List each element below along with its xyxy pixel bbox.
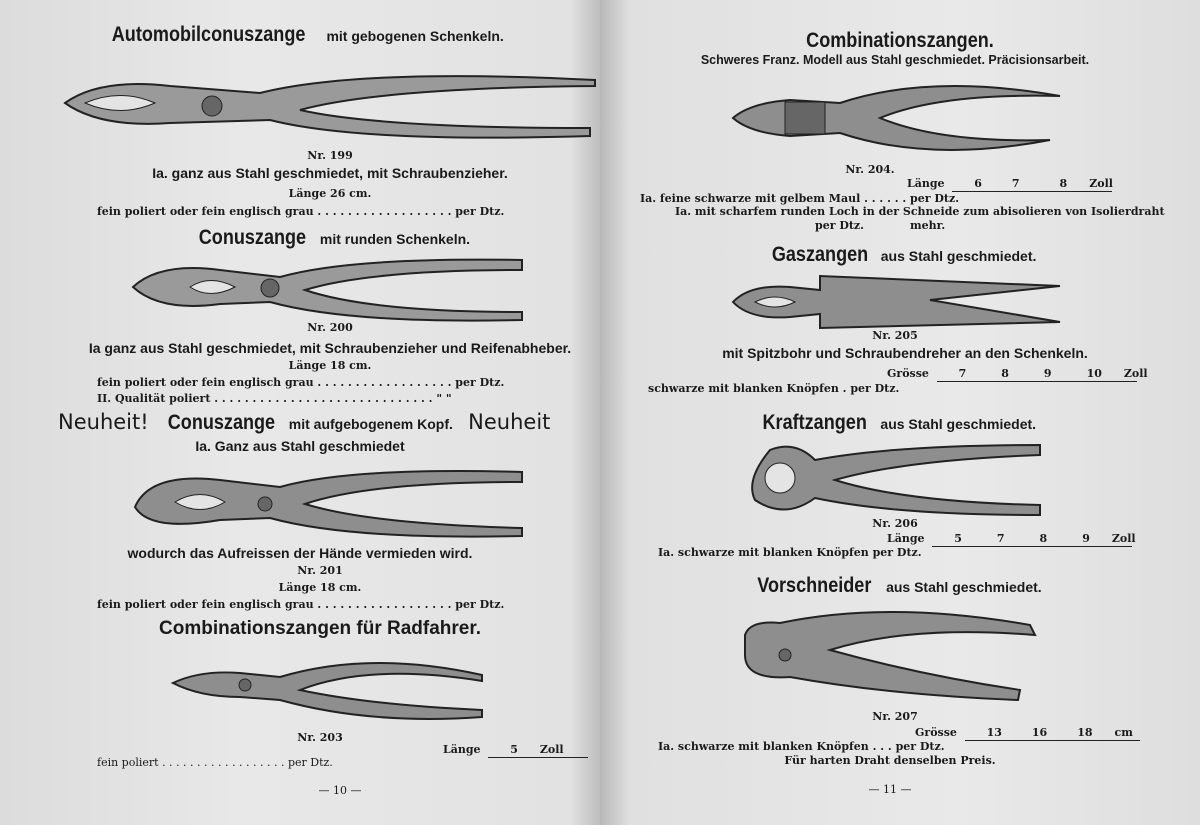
- pliers-illustration-199: [60, 58, 600, 148]
- page-number: — 11 —: [868, 783, 912, 796]
- size-table: Grösse 7 8 9 10 Zoll: [887, 367, 1148, 380]
- heading-201: Neuheit! Conuszange mit aufgebogenem Kopf. Neuheit: [58, 410, 551, 434]
- price-line: schwarze mit blanken Knöpfen . per Dtz.: [648, 382, 900, 395]
- price-line: fein poliert oder fein englisch grau . . . . . . . . . . . . . . . . . . per Dtz.: [97, 598, 505, 611]
- item-note: wodurch das Aufreissen der Hände vermieden wird.: [127, 545, 473, 561]
- heading-206: Kraftzangen aus Stahl geschmiedet.: [762, 411, 1037, 434]
- pliers-illustration-207: [740, 605, 1045, 705]
- heading-203: Combinationszangen für Radfahrer.: [159, 618, 481, 639]
- price-line: fein poliert oder fein englisch grau . . . . . . . . . . . . . . . . . . per Dtz.: [97, 376, 505, 389]
- item-length: Länge 18 cm.: [288, 359, 372, 372]
- item-option: Ia. mit scharfem runden Loch in der Schneide zum abisolieren von Isolierdraht: [675, 205, 1165, 218]
- item-description: mit Spitzbohr und Schraubendreher an den Schenkeln.: [722, 345, 1088, 361]
- pliers-illustration-203: [170, 655, 490, 730]
- heading-207: Vorschneider aus Stahl geschmiedet.: [757, 574, 1042, 597]
- price-line: Ia. schwarze mit blanken Knöpfen per Dtz.: [658, 546, 922, 559]
- price-line: fein poliert . . . . . . . . . . . . . . . . . . per Dtz.: [97, 756, 333, 769]
- price-line: Ia. schwarze mit blanken Knöpfen . . . per Dtz.: [658, 740, 945, 753]
- item-number: Nr. 203: [297, 731, 343, 744]
- item-number: Nr. 205: [872, 329, 918, 342]
- size-table: Länge 5 7 8 9 Zoll: [887, 532, 1136, 545]
- item-length: Länge 26 cm.: [288, 187, 372, 200]
- item-length: Länge 18 cm.: [278, 581, 362, 594]
- size-table: Grösse 13 16 18 cm: [915, 727, 1140, 741]
- item-number: Nr. 199: [307, 149, 353, 162]
- catalog-page-11: [600, 0, 1200, 825]
- pliers-illustration-206: [745, 440, 1045, 520]
- pliers-illustration-204: [730, 78, 1065, 158]
- heading-200: Conuszange mit runden Schenkeln.: [198, 226, 471, 249]
- item-description: Ia ganz aus Stahl geschmiedet, mit Schraubenzieher und Reifenabheber.: [88, 340, 572, 356]
- item-note: Für harten Draht denselben Preis.: [784, 754, 996, 767]
- pliers-illustration-200: [130, 252, 530, 322]
- price-line: II. Qualität poliert . . . . . . . . . . . . . . . . . . . . . . . . . . . . . " ": [97, 392, 452, 405]
- item-number: Nr. 201: [297, 564, 343, 577]
- pliers-illustration-205: [730, 272, 1065, 332]
- item-number: Nr. 206: [872, 517, 918, 530]
- heading-199: Automobilconuszange mit gebogenen Schenkeln.: [111, 23, 504, 46]
- item-description: Ia. Ganz aus Stahl geschmiedet: [195, 438, 405, 454]
- heading-subtitle: Schweres Franz. Modell aus Stahl geschmiedet. Präcisionsarbeit.: [700, 53, 1090, 67]
- size-table: Länge 5 Zoll: [443, 744, 588, 758]
- option-price: per Dtz. mehr.: [815, 219, 946, 232]
- item-number: Nr. 200: [307, 321, 353, 334]
- item-description: Ia. ganz aus Stahl geschmiedet, mit Schraubenzieher.: [152, 165, 508, 181]
- price-line: fein poliert oder fein englisch grau . . . . . . . . . . . . . . . . . . per Dtz.: [97, 205, 505, 218]
- heading-204: Combinationszangen.: [806, 29, 994, 52]
- item-number: Nr. 207: [872, 710, 918, 723]
- heading-205: Gaszangen aus Stahl geschmiedet.: [771, 243, 1037, 266]
- price-line: Ia. feine schwarze mit gelbem Maul . . . . . . per Dtz.: [640, 192, 960, 205]
- pliers-illustration-201: [130, 462, 530, 542]
- size-table: Länge 6 7 8 Zoll: [907, 177, 1113, 190]
- item-number: Nr. 204.: [845, 163, 895, 176]
- page-number: — 10 —: [318, 784, 362, 797]
